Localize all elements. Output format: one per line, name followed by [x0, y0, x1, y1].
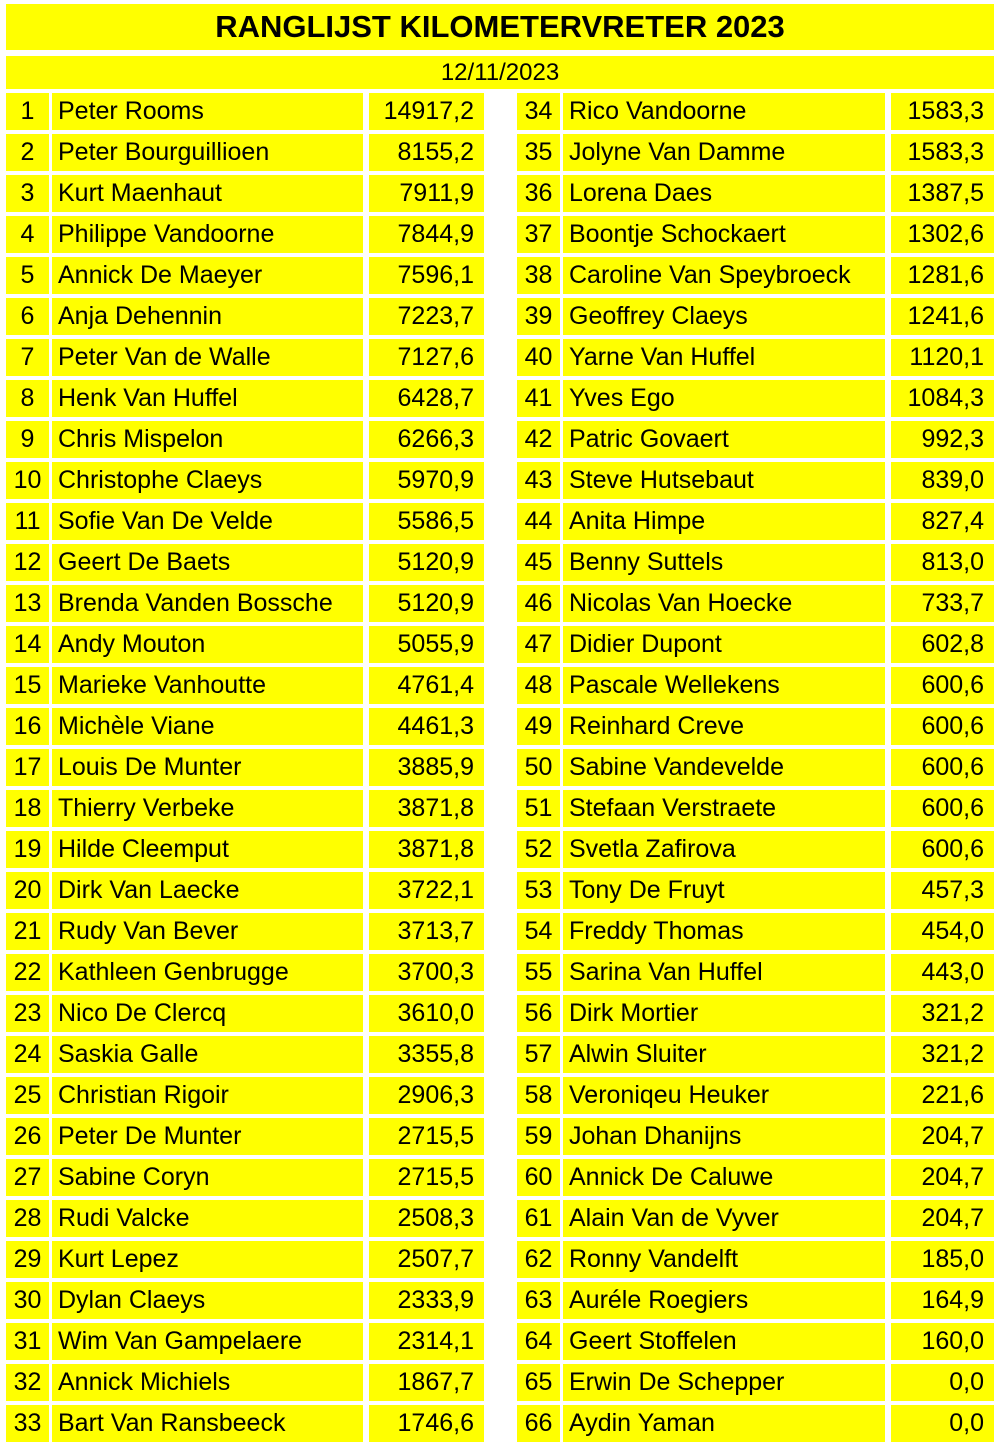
- name-cell: Rudy Van Bever: [52, 913, 363, 950]
- rank-cell: 35: [517, 134, 560, 171]
- km-cell: 457,3: [891, 872, 994, 909]
- name-cell: Hilde Cleemput: [52, 831, 363, 868]
- km-cell: 3722,1: [369, 872, 484, 909]
- rank-cell: 20: [6, 872, 49, 909]
- rank-cell: 55: [517, 954, 560, 991]
- name-cell: Stefaan Verstraete: [563, 790, 885, 827]
- km-cell: 1583,3: [891, 93, 994, 130]
- km-cell: 1281,6: [891, 257, 994, 294]
- rank-cell: 62: [517, 1241, 560, 1278]
- km-cell: 813,0: [891, 544, 994, 581]
- name-cell: Brenda Vanden Bossche: [52, 585, 363, 622]
- name-cell: Reinhard Creve: [563, 708, 885, 745]
- rank-cell: 52: [517, 831, 560, 868]
- km-cell: 164,9: [891, 1282, 994, 1319]
- name-cell: Philippe Vandoorne: [52, 216, 363, 253]
- name-cell: Annick De Caluwe: [563, 1159, 885, 1196]
- name-cell: Benny Suttels: [563, 544, 885, 581]
- name-cell: Louis De Munter: [52, 749, 363, 786]
- rank-cell: 47: [517, 626, 560, 663]
- km-cell: 992,3: [891, 421, 994, 458]
- rank-cell: 7: [6, 339, 49, 376]
- name-cell: Erwin De Schepper: [563, 1364, 885, 1401]
- km-cell: 14917,2: [369, 93, 484, 130]
- name-cell: Auréle Roegiers: [563, 1282, 885, 1319]
- rank-cell: 64: [517, 1323, 560, 1360]
- name-cell: Bart Van Ransbeeck: [52, 1405, 363, 1442]
- page-title: RANGLIJST KILOMETERVRETER 2023: [6, 4, 994, 50]
- name-cell: Kathleen Genbrugge: [52, 954, 363, 991]
- name-cell: Annick Michiels: [52, 1364, 363, 1401]
- rank-cell: 53: [517, 872, 560, 909]
- km-cell: 0,0: [891, 1364, 994, 1401]
- rank-cell: 4: [6, 216, 49, 253]
- name-cell: Saskia Galle: [52, 1036, 363, 1073]
- rank-cell: 2: [6, 134, 49, 171]
- km-cell: 1867,7: [369, 1364, 484, 1401]
- rank-cell: 12: [6, 544, 49, 581]
- km-cell: 0,0: [891, 1405, 994, 1442]
- rank-cell: 54: [517, 913, 560, 950]
- km-cell: 1084,3: [891, 380, 994, 417]
- km-cell: 1746,6: [369, 1405, 484, 1442]
- name-cell: Geert Stoffelen: [563, 1323, 885, 1360]
- name-cell: Peter Van de Walle: [52, 339, 363, 376]
- rank-cell: 56: [517, 995, 560, 1032]
- rank-cell: 31: [6, 1323, 49, 1360]
- km-cell: 7911,9: [369, 175, 484, 212]
- rank-cell: 65: [517, 1364, 560, 1401]
- km-cell: 1241,6: [891, 298, 994, 335]
- km-cell: 160,0: [891, 1323, 994, 1360]
- rank-cell: 51: [517, 790, 560, 827]
- km-cell: 1120,1: [891, 339, 994, 376]
- name-cell: Boontje Schockaert: [563, 216, 885, 253]
- rank-cell: 41: [517, 380, 560, 417]
- km-cell: 7127,6: [369, 339, 484, 376]
- name-cell: Christian Rigoir: [52, 1077, 363, 1114]
- km-cell: 2507,7: [369, 1241, 484, 1278]
- km-cell: 7596,1: [369, 257, 484, 294]
- rank-cell: 33: [6, 1405, 49, 1442]
- name-cell: Lorena Daes: [563, 175, 885, 212]
- name-cell: Caroline Van Speybroeck: [563, 257, 885, 294]
- rank-cell: 60: [517, 1159, 560, 1196]
- name-cell: Geoffrey Claeys: [563, 298, 885, 335]
- km-cell: 2314,1: [369, 1323, 484, 1360]
- name-cell: Steve Hutsebaut: [563, 462, 885, 499]
- km-cell: 2715,5: [369, 1118, 484, 1155]
- km-cell: 3885,9: [369, 749, 484, 786]
- km-cell: 3713,7: [369, 913, 484, 950]
- name-cell: Johan Dhanijns: [563, 1118, 885, 1155]
- rank-cell: 22: [6, 954, 49, 991]
- name-cell: Wim Van Gampelaere: [52, 1323, 363, 1360]
- rank-cell: 1: [6, 93, 49, 130]
- rank-cell: 8: [6, 380, 49, 417]
- rank-cell: 23: [6, 995, 49, 1032]
- km-cell: 600,6: [891, 831, 994, 868]
- rank-cell: 50: [517, 749, 560, 786]
- rank-cell: 11: [6, 503, 49, 540]
- km-cell: 3700,3: [369, 954, 484, 991]
- name-cell: Jolyne Van Damme: [563, 134, 885, 171]
- rank-cell: 46: [517, 585, 560, 622]
- rank-cell: 42: [517, 421, 560, 458]
- name-cell: Christophe Claeys: [52, 462, 363, 499]
- km-cell: 5970,9: [369, 462, 484, 499]
- rank-cell: 6: [6, 298, 49, 335]
- rank-cell: 26: [6, 1118, 49, 1155]
- name-cell: Peter Bourguillioen: [52, 134, 363, 171]
- km-cell: 2906,3: [369, 1077, 484, 1114]
- name-cell: Dirk Van Laecke: [52, 872, 363, 909]
- name-cell: Svetla Zafirova: [563, 831, 885, 868]
- name-cell: Henk Van Huffel: [52, 380, 363, 417]
- rank-cell: 27: [6, 1159, 49, 1196]
- rank-cell: 58: [517, 1077, 560, 1114]
- rank-cell: 48: [517, 667, 560, 704]
- rank-cell: 37: [517, 216, 560, 253]
- rank-cell: 66: [517, 1405, 560, 1442]
- rank-cell: 28: [6, 1200, 49, 1237]
- name-cell: Dirk Mortier: [563, 995, 885, 1032]
- km-cell: 600,6: [891, 749, 994, 786]
- km-cell: 600,6: [891, 708, 994, 745]
- km-cell: 600,6: [891, 667, 994, 704]
- name-cell: Marieke Vanhoutte: [52, 667, 363, 704]
- name-cell: Thierry Verbeke: [52, 790, 363, 827]
- rank-cell: 25: [6, 1077, 49, 1114]
- rank-cell: 63: [517, 1282, 560, 1319]
- name-cell: Michèle Viane: [52, 708, 363, 745]
- km-cell: 7223,7: [369, 298, 484, 335]
- name-cell: Anja Dehennin: [52, 298, 363, 335]
- name-cell: Peter Rooms: [52, 93, 363, 130]
- km-cell: 4761,4: [369, 667, 484, 704]
- name-cell: Pascale Wellekens: [563, 667, 885, 704]
- km-cell: 204,7: [891, 1118, 994, 1155]
- rank-cell: 30: [6, 1282, 49, 1319]
- name-cell: Didier Dupont: [563, 626, 885, 663]
- name-cell: Yarne Van Huffel: [563, 339, 885, 376]
- rank-cell: 5: [6, 257, 49, 294]
- km-cell: 321,2: [891, 995, 994, 1032]
- km-cell: 2333,9: [369, 1282, 484, 1319]
- km-cell: 3610,0: [369, 995, 484, 1032]
- name-cell: Alwin Sluiter: [563, 1036, 885, 1073]
- km-cell: 1302,6: [891, 216, 994, 253]
- name-cell: Andy Mouton: [52, 626, 363, 663]
- name-cell: Geert De Baets: [52, 544, 363, 581]
- name-cell: Patric Govaert: [563, 421, 885, 458]
- rank-cell: 18: [6, 790, 49, 827]
- rank-cell: 32: [6, 1364, 49, 1401]
- name-cell: Rudi Valcke: [52, 1200, 363, 1237]
- km-cell: 1387,5: [891, 175, 994, 212]
- km-cell: 204,7: [891, 1159, 994, 1196]
- km-cell: 454,0: [891, 913, 994, 950]
- name-cell: Dylan Claeys: [52, 1282, 363, 1319]
- name-cell: Sabine Vandevelde: [563, 749, 885, 786]
- rank-cell: 17: [6, 749, 49, 786]
- rank-cell: 43: [517, 462, 560, 499]
- km-cell: 3871,8: [369, 831, 484, 868]
- name-cell: Kurt Maenhaut: [52, 175, 363, 212]
- km-cell: 5120,9: [369, 544, 484, 581]
- name-cell: Nico De Clercq: [52, 995, 363, 1032]
- km-cell: 4461,3: [369, 708, 484, 745]
- name-cell: Yves Ego: [563, 380, 885, 417]
- rank-cell: 3: [6, 175, 49, 212]
- km-cell: 7844,9: [369, 216, 484, 253]
- rank-cell: 19: [6, 831, 49, 868]
- name-cell: Aydin Yaman: [563, 1405, 885, 1442]
- km-cell: 602,8: [891, 626, 994, 663]
- name-cell: Tony De Fruyt: [563, 872, 885, 909]
- rank-cell: 34: [517, 93, 560, 130]
- name-cell: Rico Vandoorne: [563, 93, 885, 130]
- km-cell: 2715,5: [369, 1159, 484, 1196]
- name-cell: Alain Van de Vyver: [563, 1200, 885, 1237]
- rank-cell: 36: [517, 175, 560, 212]
- km-cell: 3871,8: [369, 790, 484, 827]
- name-cell: Sabine Coryn: [52, 1159, 363, 1196]
- km-cell: 204,7: [891, 1200, 994, 1237]
- km-cell: 827,4: [891, 503, 994, 540]
- km-cell: 2508,3: [369, 1200, 484, 1237]
- name-cell: Kurt Lepez: [52, 1241, 363, 1278]
- km-cell: 5120,9: [369, 585, 484, 622]
- name-cell: Anita Himpe: [563, 503, 885, 540]
- rank-cell: 59: [517, 1118, 560, 1155]
- name-cell: Chris Mispelon: [52, 421, 363, 458]
- rank-cell: 44: [517, 503, 560, 540]
- km-cell: 221,6: [891, 1077, 994, 1114]
- km-cell: 1583,3: [891, 134, 994, 171]
- rank-cell: 57: [517, 1036, 560, 1073]
- km-cell: 6428,7: [369, 380, 484, 417]
- name-cell: Ronny Vandelft: [563, 1241, 885, 1278]
- rank-cell: 10: [6, 462, 49, 499]
- km-cell: 6266,3: [369, 421, 484, 458]
- rank-cell: 15: [6, 667, 49, 704]
- name-cell: Annick De Maeyer: [52, 257, 363, 294]
- km-cell: 600,6: [891, 790, 994, 827]
- name-cell: Sofie Van De Velde: [52, 503, 363, 540]
- rank-cell: 21: [6, 913, 49, 950]
- rank-cell: 29: [6, 1241, 49, 1278]
- name-cell: Veroniqeu Heuker: [563, 1077, 885, 1114]
- rank-cell: 16: [6, 708, 49, 745]
- name-cell: Nicolas Van Hoecke: [563, 585, 885, 622]
- km-cell: 3355,8: [369, 1036, 484, 1073]
- rank-cell: 13: [6, 585, 49, 622]
- rank-cell: 38: [517, 257, 560, 294]
- rank-cell: 24: [6, 1036, 49, 1073]
- rank-cell: 40: [517, 339, 560, 376]
- km-cell: 321,2: [891, 1036, 994, 1073]
- rank-cell: 49: [517, 708, 560, 745]
- km-cell: 185,0: [891, 1241, 994, 1278]
- rank-cell: 61: [517, 1200, 560, 1237]
- name-cell: Freddy Thomas: [563, 913, 885, 950]
- rank-cell: 45: [517, 544, 560, 581]
- name-cell: Sarina Van Huffel: [563, 954, 885, 991]
- km-cell: 733,7: [891, 585, 994, 622]
- rank-cell: 14: [6, 626, 49, 663]
- km-cell: 839,0: [891, 462, 994, 499]
- km-cell: 443,0: [891, 954, 994, 991]
- km-cell: 5586,5: [369, 503, 484, 540]
- rank-cell: 39: [517, 298, 560, 335]
- km-cell: 5055,9: [369, 626, 484, 663]
- date-label: 12/11/2023: [6, 56, 994, 89]
- name-cell: Peter De Munter: [52, 1118, 363, 1155]
- rank-cell: 9: [6, 421, 49, 458]
- km-cell: 8155,2: [369, 134, 484, 171]
